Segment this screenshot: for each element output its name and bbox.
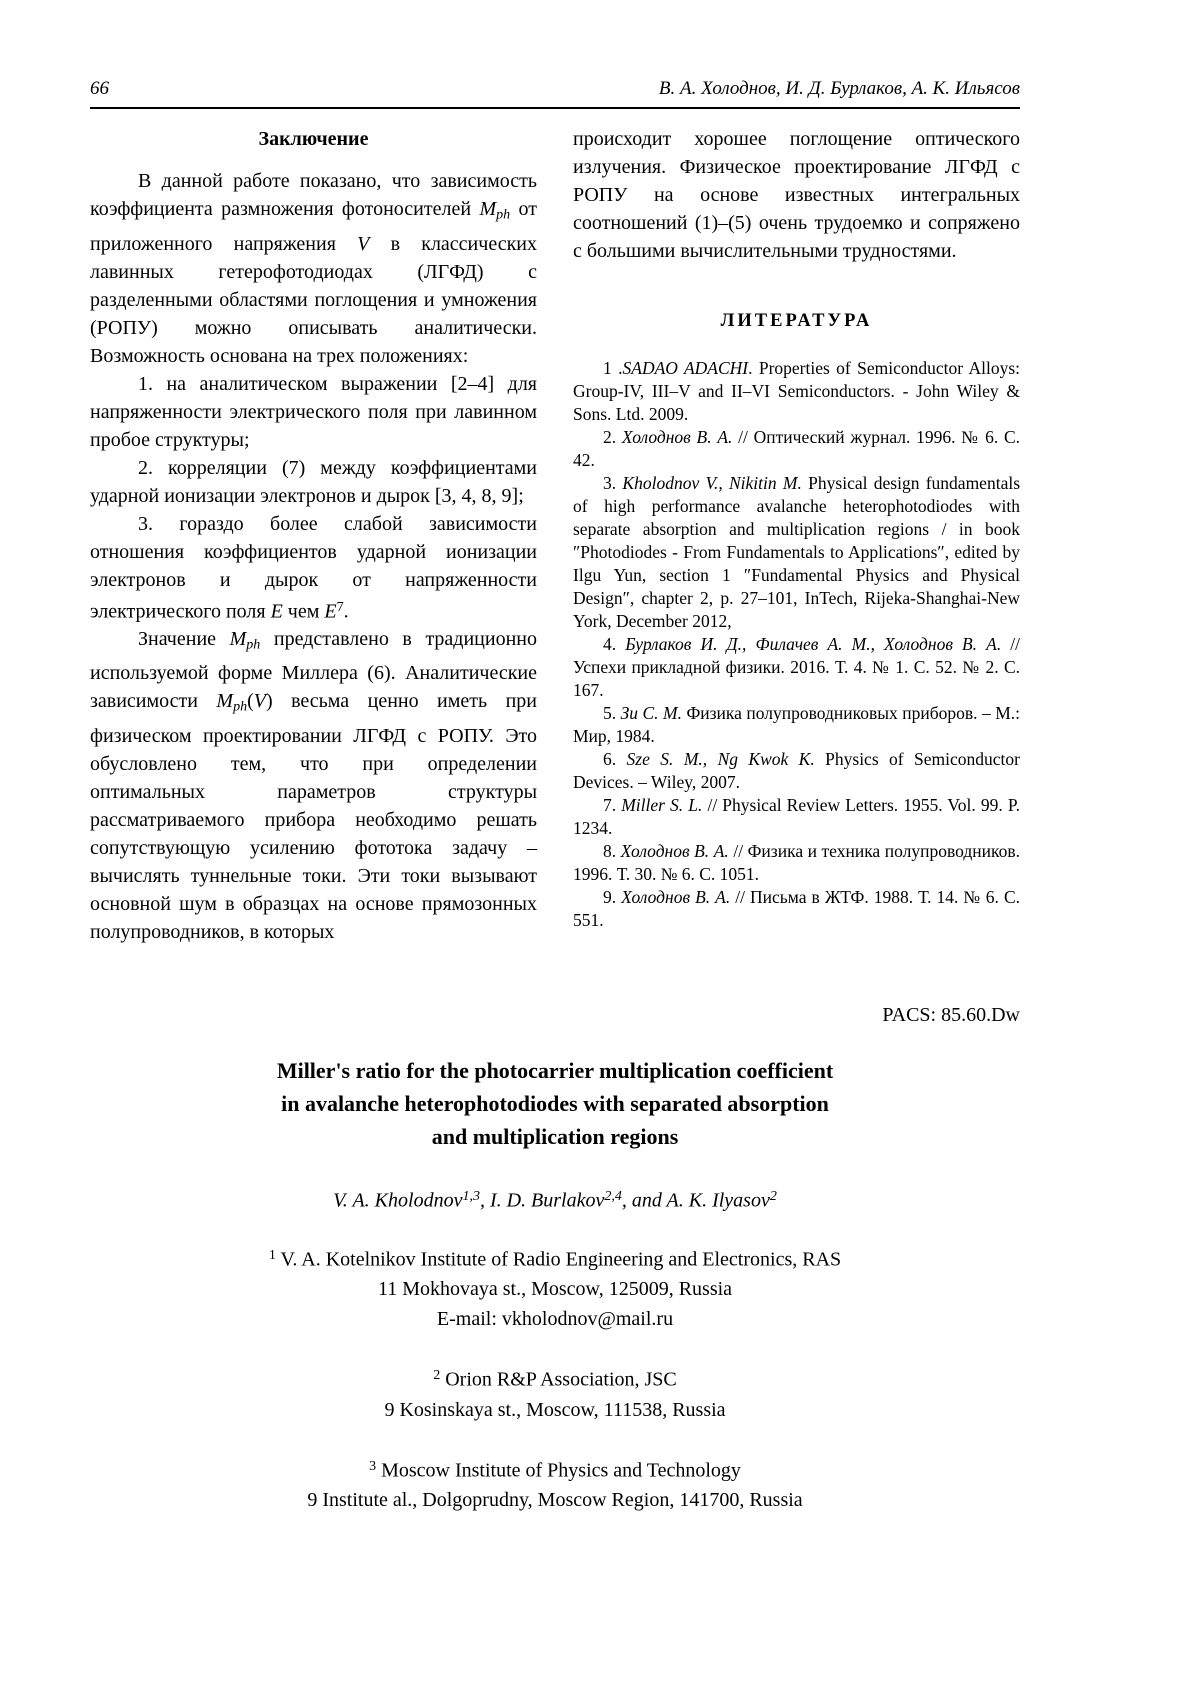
affiliation-1-email: E-mail: vkholodnov@mail.ru	[436, 1308, 674, 1331]
paper-title-line-3: and multiplication regions	[431, 1123, 679, 1149]
reference-1: 1 .SADAO ADACHI. Properties of Semiconductor Alloys: Group-IV, III–V and II–VI Semiconductors. - John Wiley & Sons. Ltd. 2009.	[573, 358, 1020, 424]
reference-9: 9. Холоднов В. А. // Письма в ЖТФ. 1988. Т. 14. № 6. С. 551.	[573, 887, 1020, 930]
continuation-paragraph: происходит хорошее поглощение оптического излучения. Физическое проектирование ЛГФД с РОПУ на основе известных интегральных соотношений (1)–(5) очень трудоемко и сопряжено с большими вычислительными трудностями.	[573, 128, 1020, 262]
affiliation-3-address: 9 Institute al., Dolgoprudny, Moscow Region, 141700, Russia	[307, 1488, 803, 1511]
conclusion-point-2: 2. корреляции (7) между коэффициентами ударной ионизации электронов и дырок [3, 4, 8, 9];	[90, 456, 537, 507]
paper-title	[90, 1054, 1020, 1153]
affiliation-2-address: 9 Kosinskaya st., Moscow, 111538, Russia	[384, 1398, 726, 1421]
paper-authors: V. A. Kholodnov$^{1,3}$, I. D. Burlakov$^{2,4}$, and A. K. Ilyasov$^2$	[333, 1188, 777, 1212]
literature-heading: ЛИТЕРАТУРА	[720, 311, 873, 331]
reference-2: 2. Холоднов В. А. // Оптический журнал. 1996. № 6. С. 42.	[573, 427, 1020, 470]
conclusion-heading: Заключение	[258, 128, 369, 150]
reference-6: 6. Sze S. M., Ng Kwok K. Physics of Semiconductor Devices. – Wiley, 2007.	[573, 749, 1020, 792]
pacs-code: PACS: 85.60.Dw	[882, 1003, 1020, 1026]
paper-title-line-2: in avalanche heterophotodiodes with separated absorption	[281, 1090, 829, 1116]
conclusion-point-1: 1. на аналитическом выражении [2–4] для напряженности электрического поля при лавинном пробое структуры;	[90, 372, 537, 451]
reference-3: 3. Kholodnov V., Nikitin M. Physical design fundamentals of high performance avalanche heterophotodiodes with separate absorption and multiplication regions / in book ″Photodiodes - From Fundamentals to Applications″, edited by Ilgu Yun, section 1 ″Fundamental Physics and Physical Design″, chapter 2, p. 27–101, InTech, Rijeka-Shanghai-New York, December 2012,	[573, 473, 1021, 631]
two-column-body	[90, 125, 1020, 946]
running-head-authors: В. А. Холоднов, И. Д. Бурлаков, А. К. Ильясов	[658, 78, 1020, 99]
affiliation-3-name: $^3$ Moscow Institute of Physics and Technology	[369, 1458, 741, 1481]
affiliation-3	[90, 1452, 1020, 1515]
conclusion-paragraph-2: Значение Mph представлено в традиционно используемой форме Миллера (6). Аналитические зависимости Mph(V) весьма ценно иметь при физическом проектировании ЛГФД с РОПУ. Это обусловлено тем, что при определении оптимальных параметров структуры рассматриваемого прибора необходимо решать сопутствующую усилению фототока задачу – вычислять туннельные токи. Эти токи вызывают основной шум в образцах на основе прямозонных полупроводников, в которых	[90, 627, 537, 943]
affiliation-2	[90, 1361, 1020, 1424]
page-number: 66	[90, 78, 109, 99]
conclusion-paragraph-1: В данной работе показано, что зависимость коэффициента размножения фотоносителей Mph от приложенного напряжения V в классических лавинных гетерофотодиодах (ЛГФД) с разделенными областями поглощения и умножения (РОПУ) можно описывать аналитически. Возможность основана на трех положениях:	[90, 170, 537, 367]
running-head	[90, 78, 1020, 107]
affiliation-1-address: 11 Mokhovaya st., Moscow, 125009, Russia	[377, 1278, 733, 1301]
paper-title-line-1: Miller's ratio for the photocarrier multiplication coefficient	[276, 1057, 834, 1083]
affiliation-2-name: $^2$ Orion R&P Association, JSC	[433, 1368, 677, 1391]
affiliation-1	[90, 1241, 1020, 1334]
right-column	[573, 125, 1020, 946]
header-rule	[90, 107, 1020, 109]
reference-7: 7. Miller S. L. // Physical Review Letters. 1955. Vol. 99. P. 1234.	[573, 795, 1020, 838]
reference-8: 8. Холоднов В. А. // Физика и техника полупроводников. 1996. Т. 30. № 6. С. 1051.	[573, 841, 1021, 884]
conclusion-point-3: 3. гораздо более слабой зависимости отношения коэффициентов ударной ионизации электронов и дырок от напряженности электрического поля E чем $E^7$.	[90, 512, 537, 622]
left-column	[90, 125, 537, 946]
affiliation-1-name: $^1$ V. A. Kotelnikov Institute of Radio Engineering and Electronics, RAS	[268, 1248, 842, 1271]
reference-4: 4. Бурлаков И. Д., Филачев А. М., Холоднов В. А. // Успехи прикладной физики. 2016. Т. 4. № 1. С. 52. № 2. С. 167.	[573, 634, 1021, 700]
reference-5: 5. Зи С. М. Физика полупроводниковых приборов. – М.: Мир, 1984.	[573, 703, 1021, 746]
